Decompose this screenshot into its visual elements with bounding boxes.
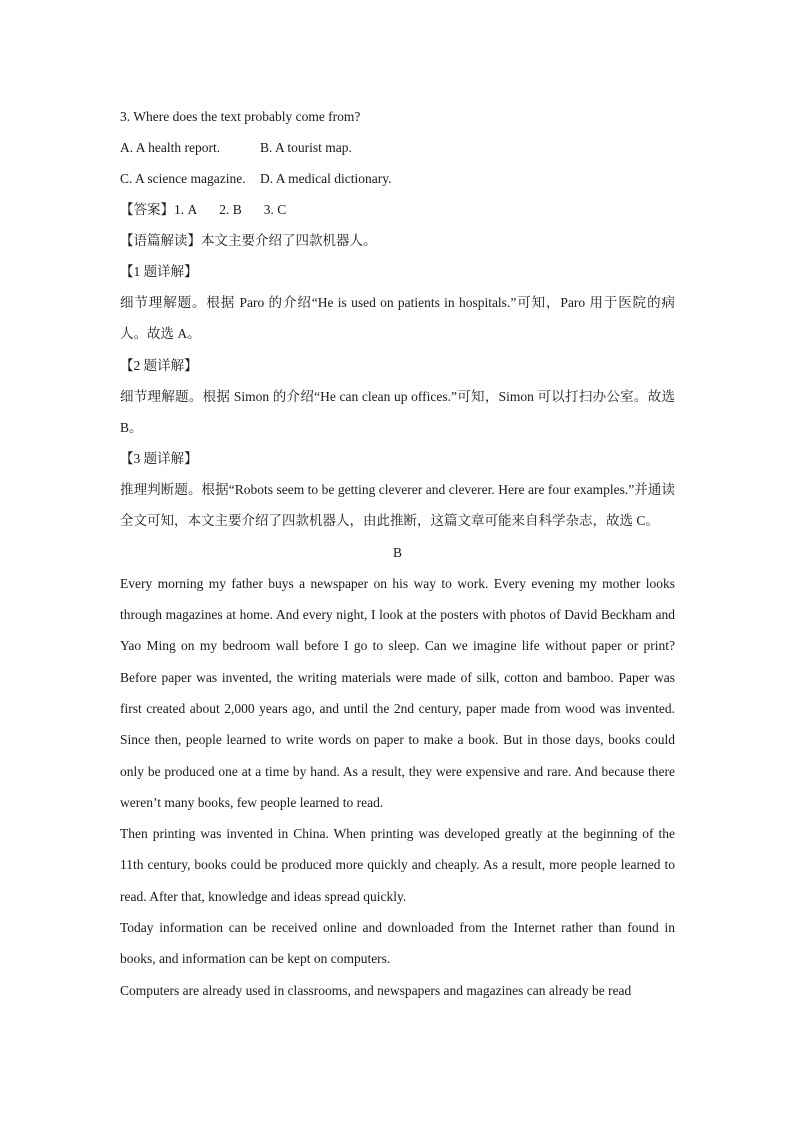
answer-2: 2. B	[219, 202, 242, 217]
passage-summary: 【语篇解读】本文主要介绍了四款机器人。	[120, 233, 377, 248]
answer-key	[120, 194, 675, 225]
passage-b-paragraph-1: Every morning my father buys a newspaper on his way to work. Every evening my mother looks through magazines at home. And every night, I look at the posters with photos of David Beckham and Yao Ming on my bedroom wall before I go to sleep. Can we imagine life without paper or print? Before paper was invented, the writing materials were made of silk, cotton and bamboo. Paper was first created about 2,000 years ago, and until the 2nd century, paper made from wood was invented. Since then, people learned to write words on paper to make a book. But in those days, books could only be produced one at a time by hand. As a result, they were expensive and rare. And because there weren’t many books, few people learned to read.	[120, 575, 675, 810]
passage-b-paragraph-2: Then printing was invented in China. When printing was developed greatly at the beginning of the 11th century, books could be produced more quickly and cheaply. As a result, more people learned to read. After that, knowledge and ideas spread quickly.	[120, 826, 675, 904]
document-page	[120, 101, 675, 1006]
detail1-text: 细节理解题。根据 Paro 的介绍“He is used on patients in hospitals.”可知，Paro 用于医院的病人。故选 A。	[120, 295, 675, 342]
passage-b-label: B	[392, 544, 402, 560]
question3-options-row2	[120, 163, 675, 194]
detail2-heading: 【2 题详解】	[120, 357, 198, 373]
passage-b-paragraph-4: Computers are already used in classrooms, and newspapers and magazines can already be read	[120, 982, 632, 998]
answer-label: 【答案】	[120, 202, 174, 217]
option-c: C. A science magazine.	[120, 171, 246, 186]
detail1-heading: 【1 题详解】	[120, 264, 198, 279]
passage-b-paragraph-3: Today information can be received online and downloaded from the Internet rather than found in books, and information can be kept on computers.	[120, 920, 675, 967]
detail2-text: 细节理解题。根据 Simon 的介绍“He can clean up offices.”可知，Simon 可以打扫办公室。故选 B。	[120, 388, 675, 435]
detail3-text: 推理判断题。根据“Robots seem to be getting cleverer and cleverer. Here are four examples.”并通读全文可知，本文主要介绍了四款机器人，由此推断，这篇文章可能来自科学杂志，故选 C。	[120, 482, 675, 529]
question3-stem: 3. Where does the text probably come from?	[120, 109, 361, 124]
answer-1: 1. A	[174, 202, 198, 217]
question3-options-row1	[120, 132, 675, 163]
option-a: A. A health report.	[120, 140, 221, 155]
option-d: D. A medical dictionary.	[260, 171, 392, 186]
option-b: B. A tourist map.	[260, 140, 352, 155]
detail3-heading: 【3 题详解】	[120, 451, 198, 467]
answer-3: 3. C	[263, 202, 287, 217]
